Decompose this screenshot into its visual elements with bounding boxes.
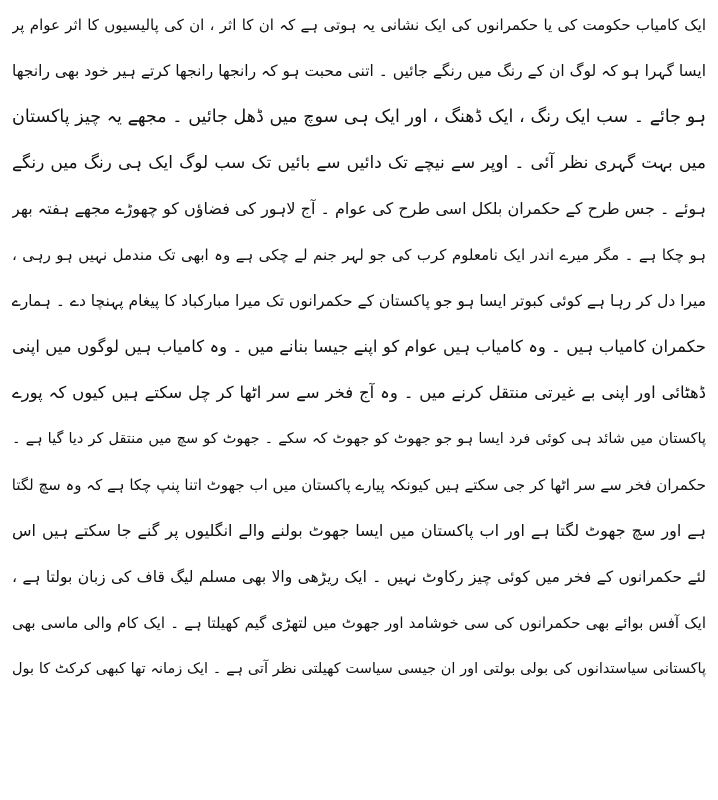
text-line-9: ڈھٹائی اور اپنی بے غیرتی منتقل کرنے میں ۔ وہ آج فخر سے سر اٹھا کر چل سکتے ہیں کیوں کہ پورے: [12, 383, 706, 402]
text-line-13: لئے حکمرانوں کے فخر میں کوئی چیز رکاوٹ نہیں ۔ ایک ریڑھی والا بھی مسلم لیگ قاف کی زبان بولتا ہے ،: [12, 568, 706, 586]
text-line-10: پاکستان میں شائد ہی کوئی فرد ایسا ہو جو جھوٹ کو جھوٹ کہ سکے ۔ جھوٹ کو سچ میں منتقل کر دیا گیا ہے ۔: [12, 431, 706, 447]
text-line-8: حکمران کامیاب ہیں ۔ وہ کامیاب ہیں عوام کو اپنے جیسا بنانے میں ۔ وہ کامیاب ہیں لوگوں میں اپنی: [12, 337, 706, 356]
text-line-2: ایسا گہرا ہو کہ لوگ ان کے رنگ میں رنگے جائیں ۔ اتنی محبت ہو کہ رانجھا رانجھا کرتے ہیر خود بھی رانجھا: [12, 62, 706, 80]
text-line-1: ایک کامیاب حکومت کی یا حکمرانوں کی ایک نشانی یہ ہوتی ہے کہ ان کا اثر ، ان کی پالیسیوں کا اثر عوام پر: [12, 16, 706, 34]
text-line-6: ہو چکا ہے ۔ مگر میرے اندر ایک نامعلوم کرب کی جو لہر جنم لے چکی ہے وہ ابھی تک مندمل نہیں ہو رہی ،: [12, 246, 706, 264]
text-line-12: ہے اور سچ جھوٹ لگتا ہے اور اب پاکستان میں ایسا جھوٹ بولنے والے انگلیوں پر گنے جا سکتے ہیں اس: [12, 521, 706, 540]
text-line-14: ایک آفس بوائے بھی حکمرانوں کی سی خوشامد اور جھوٹ میں لتھڑی گیم کھیلتا ہے ۔ ایک کام والی ماسی بھی: [12, 614, 706, 632]
text-line-11: حکمران فخر سے سر اٹھا کر جی سکتے ہیں کیونکہ پیارے پاکستان میں اب جھوٹ اتنا پنپ چکا ہے کہ وہ سچ لگتا: [12, 476, 706, 494]
text-line-4: میں بہت گہری نظر آئی ۔ اوپر سے نیچے تک دائیں سے بائیں تک سب لوگ ایک ہی رنگ میں رنگے: [12, 153, 706, 173]
urdu-article-text: [12, 2, 706, 692]
text-line-5: ہوئے ۔ جس طرح کے حکمران بلکل اسی طرح کی عوام ۔ آج لاہور کی فضاؤں کو چھوڑے مجھے ہفتہ بھر: [12, 199, 706, 218]
text-line-15: پاکستانی سیاستدانوں کی بولی بولتی اور ان جیسی سیاست کھیلتی نظر آتی ہے ۔ ایک زمانہ تھا کبھی کرکٹ کا بول: [12, 661, 706, 677]
text-line-3: ہو جائے ۔ سب ایک رنگ ، ایک ڈھنگ ، اور ایک ہی سوچ میں ڈھل جائیں ۔ مجھے یہ چیز پاکستان: [12, 107, 706, 127]
text-line-7: میرا دل کر رہا ہے کوئی کبوتر ایسا ہو جو پاکستان کے حکمرانوں تک میرا مبارکباد کا پیغام پہنچا دے ۔ ہمارے: [12, 292, 706, 310]
